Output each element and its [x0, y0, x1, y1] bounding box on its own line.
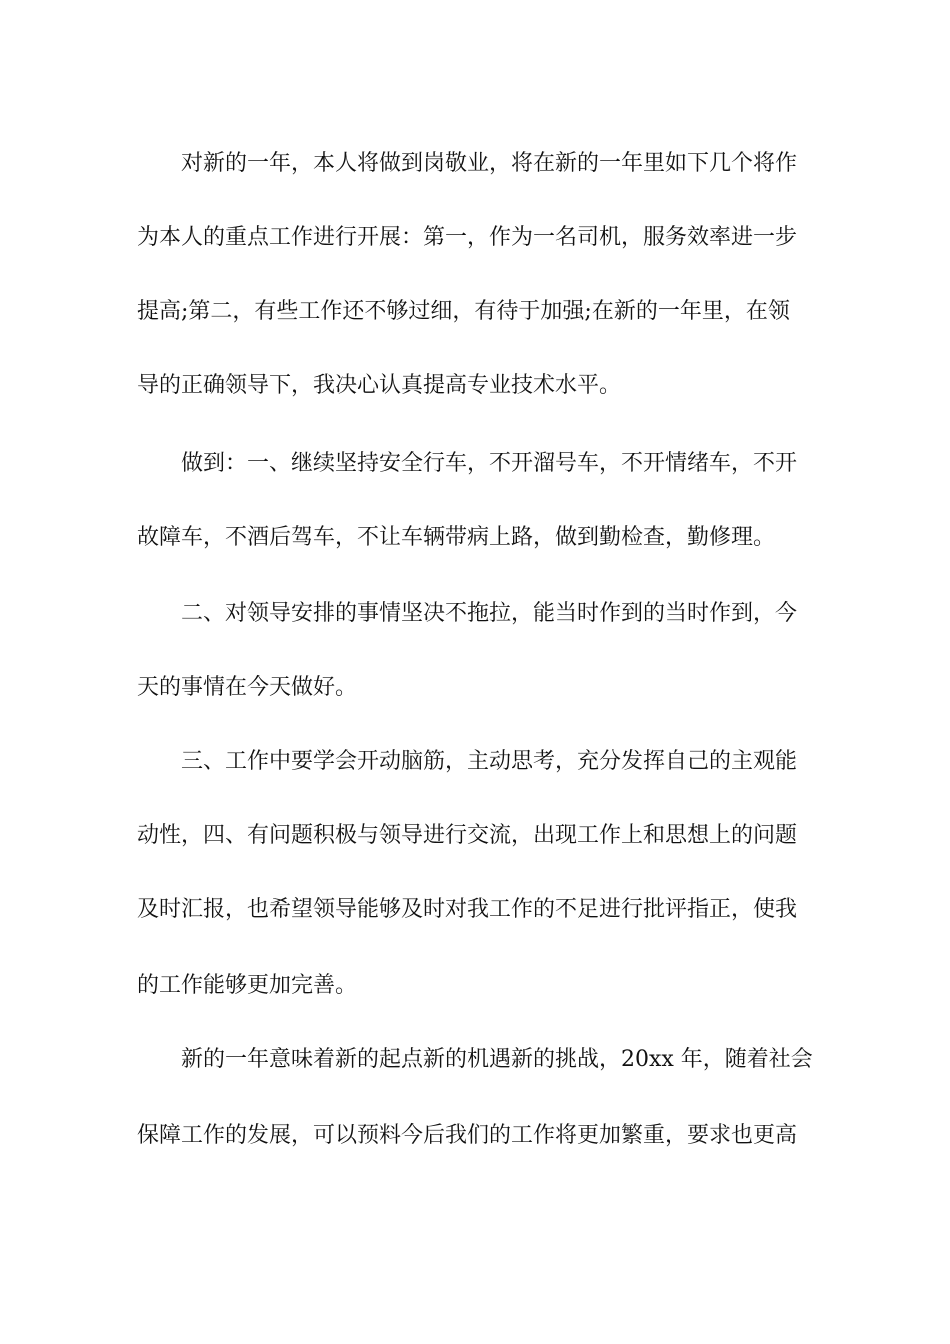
text-line: 新的一年意味着新的起点新的机遇新的挑战，20xx 年，随着社会 — [181, 1047, 813, 1072]
text-line: 保障工作的发展，可以预料今后我们的工作将更加繁重，要求也更高 — [137, 1123, 798, 1148]
text-line: 动性，四、有问题积极与领导进行交流，出现工作上和思想上的问题 — [137, 823, 798, 848]
text-line: 为本人的重点工作进行开展：第一，作为一名司机，服务效率进一步 — [137, 225, 798, 250]
text-line: 对新的一年，本人将做到岗敬业，将在新的一年里如下几个将作 — [181, 151, 798, 176]
text-line: 做到：一、继续坚持安全行车，不开溜号车，不开情绪车，不开 — [181, 451, 798, 476]
text-line: 天的事情在今天做好。 — [137, 675, 358, 700]
text-line: 二、对领导安排的事情坚决不拖拉，能当时作到的当时作到，今 — [181, 601, 798, 626]
text-line: 提高;第二，有些工作还不够过细，有待于加强;在新的一年里，在领 — [137, 299, 790, 324]
text-line: 的工作能够更加完善。 — [137, 973, 358, 998]
text-line: 导的正确领导下，我决心认真提高专业技术水平。 — [137, 373, 622, 398]
text-line: 三、工作中要学会开动脑筋，主动思考，充分发挥自己的主观能 — [181, 749, 798, 774]
text-line: 故障车，不酒后驾车，不让车辆带病上路，做到勤检查，勤修理。 — [137, 525, 776, 550]
text-line: 及时汇报，也希望领导能够及时对我工作的不足进行批评指正，使我 — [137, 897, 798, 922]
